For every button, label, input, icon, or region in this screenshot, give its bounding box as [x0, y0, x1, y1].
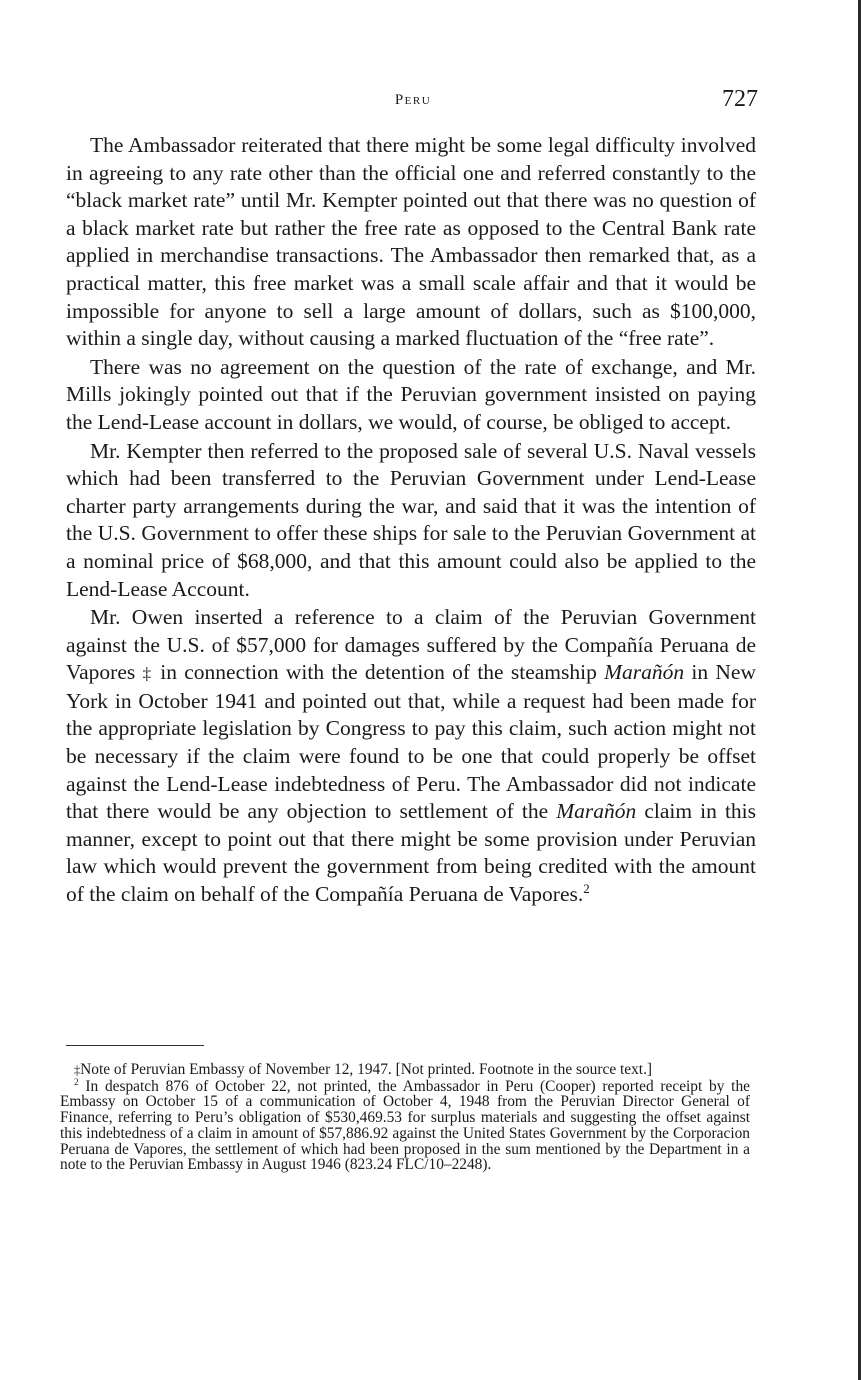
footnote-1-text: Note of Peruvian Embassy of November 12, 1947. [Not printed. Footnote in the source text.]	[80, 1061, 653, 1078]
footnote-2-marker: 2	[74, 1076, 79, 1087]
paragraph-4-text: claim in this manner, except to point out that there might be some provision under Peruvian law which would prevent the government from being credited with the amount of the claim on behalf of the Compañía Peruana de Vapores.	[66, 799, 757, 907]
footnotes	[60, 1062, 750, 1173]
footnote-divider	[66, 1045, 204, 1046]
running-head: Peru	[394, 92, 432, 108]
footnote-1-marker: ‡	[74, 1063, 81, 1077]
footnote-2	[60, 1076, 750, 1174]
paragraph-4-text: Mr. Owen inserted a reference to a claim of the Peruvian Government against the U.S. of $57,000 for damages suffered by the Compañía Peruana de Vapores	[66, 605, 756, 685]
footnote-ref-2[interactable]: 2	[583, 881, 590, 896]
paragraph-4	[66, 604, 756, 909]
page-number: 727	[722, 86, 758, 112]
paragraph-2: There was no agreement on the question of the rate of exchange, and Mr. Mills jokingly pointed out that if the Peruvian government insisted on paying the Lend-Lease account in dollars, we would, of course, be obliged to accept.	[66, 354, 756, 434]
paragraph-3: Mr. Kempter then referred to the proposed sale of several U.S. Naval vessels which had been transferred to the Peruvian Government under Lend-Lease charter party arrangements during the war, and said that it was the intention of the U.S. Government to offer these ships for sale to the Peruvian Government at a nominal price of $68,000, and that this amount could also be applied to the Lend-Lease Account.	[66, 438, 756, 601]
footnote-1	[60, 1062, 750, 1079]
ship-name: Marañón	[604, 660, 685, 685]
ship-name: Marañón	[556, 799, 637, 824]
paragraph-1: The Ambassador reiterated that there might be some legal difficulty involved in agreeing to any rate other than the official one and referred constantly to the “black market rate” until Mr. Kempter pointed out that there was no question of a black market rate but rather the free rate as opposed to the Central Bank rate applied in merchandise transactions. The Ambassador then remarked that, as a practical matter, this free market was a small scale affair and that it would be impossible for anyone to sell a large amount of dollars, such as $100,000, within a single day, without causing a marked fluctuation of the “free rate”.	[66, 133, 756, 351]
footnote-ref-double-dagger[interactable]: ‡	[142, 664, 154, 684]
paragraph-4-text: in New York in October 1941 and pointed out that, while a request had been made for the appropriate legislation by Congress to pay this claim, such action might not be necessary if the claim were found to be one that could properly be offset against the Lend-Lease indebtedness of Peru. The Ambassador did not indicate that there would be any objection to settlement of the	[66, 660, 756, 824]
page-header	[66, 86, 760, 120]
paragraph-4-text: in connection with the detention of the steamship	[153, 660, 605, 685]
body-text	[66, 132, 756, 910]
footnote-2-text: In despatch 876 of October 22, not printed, the Ambassador in Peru (Cooper) reported receipt by the Embassy on October 15 of a communication of October 4, 1948 from the Peruvian Director General of Finance, referring to Peru’s obligation of $530,469.53 for surplus materials and suggesting the offset against this indebtedness of a claim in amount of $57,886.92 against the United States Government by the Corporacion Peruana de Vapores, the settlement of which had been proposed in the sum mentioned by the Department in a note to the Peruvian Embassy in August 1946 (823.24 FLC/10–2248).	[60, 1077, 750, 1174]
